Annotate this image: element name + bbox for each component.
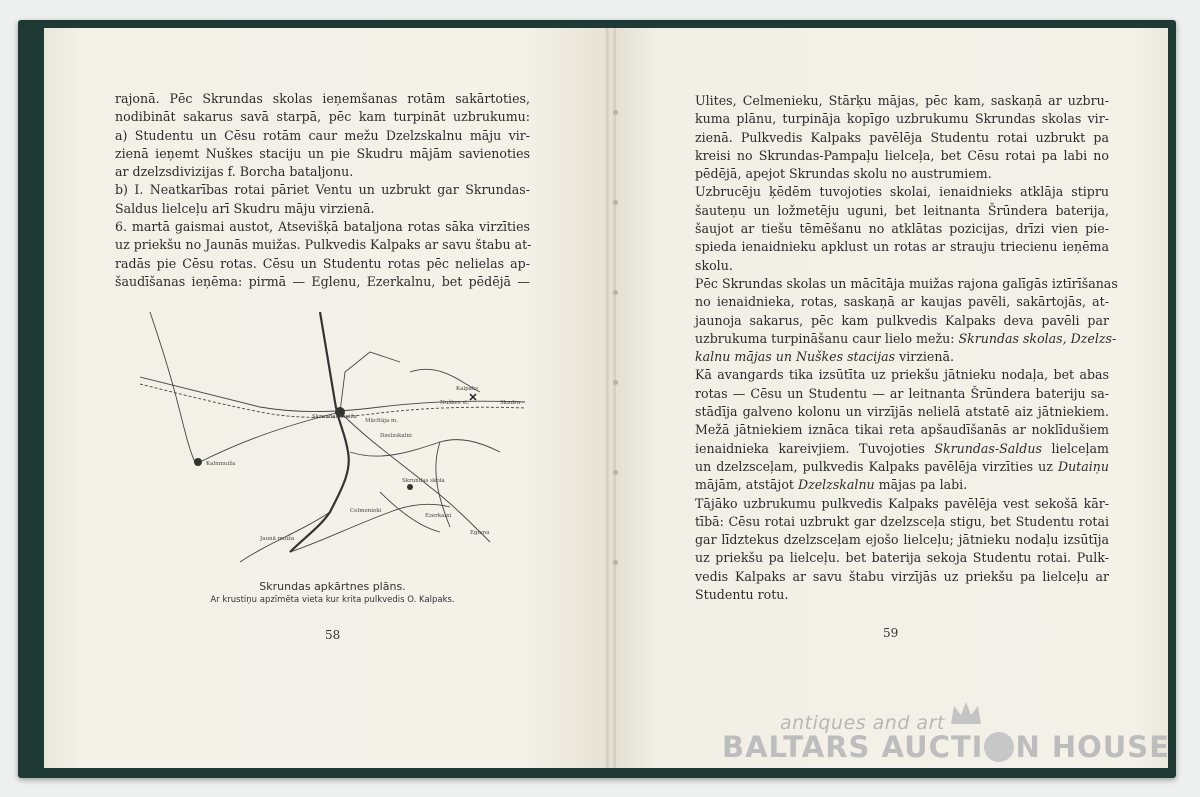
map-caption-subtitle: Ar krustiņu apzīmēta vieta kur krita pulkvedis O. Kalpaks. (210, 595, 455, 605)
watermark-o-icon (984, 732, 1014, 762)
map-caption-title: Skrundas apkārtnes plāns. (259, 580, 406, 593)
right-page-text (695, 92, 1118, 604)
text-line (695, 440, 1109, 458)
text-line (695, 421, 1109, 439)
text-segment: šaujot ar tiešu tēmēšanu no atklātas pozicijas, drīzi vien pie- (695, 221, 1109, 237)
map-label: Kalpaks (456, 386, 479, 392)
text-segment: uz priekšu pa lielceļu. bet baterija sekoja Studentu rotai. Pulk- (695, 550, 1109, 566)
text-line (695, 220, 1109, 238)
italic-text: Dzelzskalnu (797, 477, 875, 493)
italic-text: Skrundas-Saldus (934, 440, 1042, 456)
text-segment: kreisi no Skrundas-Pampaļu lielceļa, bet Cēsu rotai pa labi no (695, 147, 1109, 163)
text-line: šaudīšanas ieņēma: pirmā — Eglenu, Ezerkalnu, bet pēdējā — (115, 273, 530, 289)
map-label: Eglenu (470, 530, 490, 536)
map-label: Skudru (500, 400, 521, 406)
text-segment: pēdējā, apejot Skrundas skolu no austrumiem. (695, 166, 992, 182)
left-page-text (115, 90, 530, 291)
text-line (695, 165, 1109, 183)
text-line: b) I. Neatkarības rotai pāriet Ventu un uzbrukt gar Skrundas- (115, 182, 530, 198)
text-segment: kuma plānu, turpināja kopīgo uzbrukumu Skrundas skolas vir- (695, 111, 1109, 127)
text-segment: Mežā jātniekiem iznāca tikai reta apšaudīšanās ar noklīdušiem (695, 422, 1109, 438)
text-line (695, 202, 1109, 220)
text-line: rajonā. Pēc Skrundas skolas ieņemšanas rotām sakārtoties, (115, 91, 530, 106)
text-segment: stādīja galveno kolonu un virzījās nelielā atstatē aiz jātniekiem. (695, 404, 1109, 420)
text-line (695, 366, 1109, 384)
text-segment: šauteņu un ložmetēju uguni, bet leitnanta Šrūndera baterija, (695, 202, 1109, 218)
text-segment: spieda ienaidnieku apklust un rotas ar strauju triecienu ieņēma (695, 239, 1109, 255)
skrunda-map (140, 312, 525, 570)
text-segment: no ienaidnieka, rotas, saskaņā ar kaujas pavēli, sakārtojās, at- (695, 294, 1109, 310)
map-label: Kalnmuiža (206, 461, 236, 467)
text-segment: lielceļam (1041, 440, 1110, 456)
text-segment: skolu. (695, 257, 733, 273)
italic-text: Dutaiņu (1057, 458, 1109, 474)
map-label: Skrundas muiža (312, 414, 357, 420)
text-line (695, 513, 1109, 531)
text-line (695, 458, 1109, 476)
text-line (695, 147, 1109, 165)
text-line: uz priekšu no Jaunās muižas. Pulkvedis Kalpaks ar savu štabu at- (115, 237, 532, 253)
text-line (695, 238, 1109, 256)
text-line (695, 586, 1109, 604)
text-line (695, 293, 1109, 311)
text-line (695, 476, 1109, 494)
watermark-logo (722, 730, 1170, 764)
text-segment: zienā. Pulkvedis Kalpaks pavēlēja Studentu rotai uzbrukt pa (695, 129, 1109, 145)
text-line (695, 257, 1109, 275)
map-label: Dzelzskalni (380, 433, 412, 439)
text-segment: Uzbrucēju ķēdēm tuvojoties skolai, ienaidnieks atklāja stipru (695, 184, 1109, 200)
watermark-text-start: BALTARS AUCTI (722, 730, 984, 764)
text-segment: Tājāko uzbrukumu pulkvedis Kalpaks pavēlēja vest sekošā kār- (695, 495, 1109, 511)
text-segment: uzbrukuma turpināšanu caur lielo mežu: (695, 330, 959, 346)
crown-icon (948, 700, 984, 726)
text-line: ar dzelzsdivizijas f. Borcha bataljonu. (115, 164, 354, 180)
text-line (695, 129, 1109, 147)
text-line (695, 92, 1109, 110)
watermark-text-end: N HOUSE (1015, 730, 1171, 764)
text-line (695, 110, 1109, 128)
text-segment: mājām, atstājot (695, 477, 798, 493)
text-line (695, 312, 1109, 330)
page-number-right: 59 (883, 626, 899, 640)
text-segment: Studentu rotu. (695, 587, 789, 603)
text-line (695, 568, 1109, 586)
text-segment: mājas pa labi. (874, 477, 968, 493)
italic-text: kalnu mājas un Nuškes stacijas (695, 349, 896, 365)
text-line (695, 330, 1117, 348)
text-line: 6. martā gaismai austot, Atsevišķā bataljona rotas sāka virzīties (115, 219, 530, 235)
text-line: a) Studentu un Cēsu rotām caur mežu Dzelzskalnu māju vir- (115, 127, 530, 143)
text-line (695, 403, 1109, 421)
map-label: Jaunā muiža (260, 536, 295, 542)
text-segment: Kā avangards tika izsūtīta uz priekšu jātnieku nodaļa, bet abas (695, 367, 1109, 383)
text-line (695, 275, 1118, 293)
text-line: radās pie Cēsu rotas. Cēsu un Studentu rotas pēc nelielas ap- (115, 255, 530, 271)
text-line (695, 183, 1109, 201)
book-gutter (606, 28, 616, 768)
text-segment: Pēc Skrundas skolas un mācītāja muižas rajona galīgās iztīrīšanas (695, 275, 1118, 291)
text-segment: Ulites, Celmenieku, Stārķu mājas, pēc kam, saskaņā ar uzbru- (695, 93, 1109, 108)
text-segment: vedis Kalpaks ar savu štabu virzījās uz priekšu pa lielceļu ar (695, 568, 1109, 584)
map-label: Celmenieki (350, 508, 382, 514)
text-segment: jaunoja sakarus, pēc kam pulkvedis Kalpaks deva pavēli par (695, 312, 1109, 328)
map-label: Mācītāja m. (365, 418, 398, 424)
text-line: nodibināt sakarus savā starpā, pēc kam turpināt uzbrukumu: (115, 109, 530, 125)
text-line: zienā ieņemt Nuškes staciju un pie Skudru mājām savienoties (115, 145, 530, 161)
text-segment: un dzelzsceļam, pulkvedis Kalpaks pavēlēja virzīties uz (695, 458, 1058, 474)
text-segment: ienaidnieka kareivjiem. Tuvojoties (695, 440, 935, 456)
text-line (695, 531, 1109, 549)
text-segment: gar līdztekus dzelzsceļam ejošo lielceļu; jātnieku nodaļu izsūtīja (695, 532, 1109, 548)
page-number-left: 58 (325, 628, 341, 642)
map-label: Ezerkalni (425, 513, 452, 519)
text-line: Saldus lielceļu arī Skudru māju virzienā. (115, 200, 375, 216)
text-segment: tībā: Cēsu rotai uzbrukt gar dzelzsceļa stigu, bet Studentu rotai (695, 513, 1109, 529)
text-segment: virzienā. (895, 349, 954, 365)
italic-text: Skrundas skolas, Dzelzs- (958, 330, 1117, 346)
text-line (695, 348, 1109, 366)
map-label: Skrundas skola (402, 478, 445, 484)
map-label: Nuškes st. (440, 400, 470, 406)
text-line (695, 549, 1109, 567)
text-line (695, 385, 1109, 403)
text-segment: rotas — Cēsu un Studentu — ar leitnanta Šrūndera bateriju sa- (695, 385, 1109, 401)
watermark-tagline: antiques and art (780, 712, 945, 734)
text-line (695, 495, 1109, 513)
